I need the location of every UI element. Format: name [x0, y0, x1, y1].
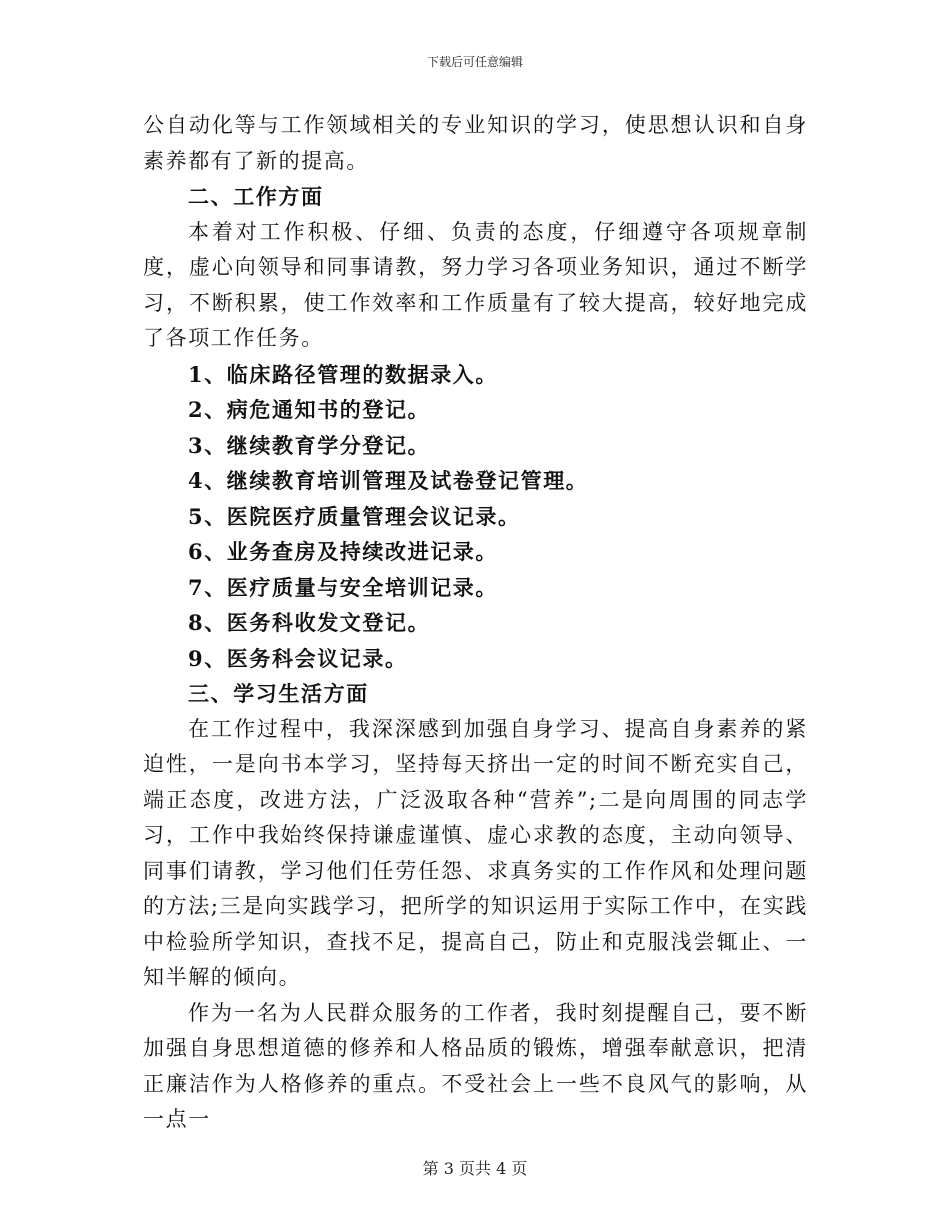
list-item: 3、继续教育学分登记。 [188, 432, 431, 458]
section-heading-work: 二、工作方面 [188, 184, 324, 209]
section-heading-study: 三、学习生活方面 [188, 681, 369, 706]
paragraph-study: 在工作过程中，我深深感到加强自身学习、提高自身素养的紧迫性，一是向书本学习，坚持每天挤出一定的时间不断充实自己，端正态度，改进方法，广泛汲取各种“营养”;二是向周围的同志学习，工作中我始终保持谦虚谨慎、虚心求教的态度，主动向领导、同事们请教，学习他们任劳任怨、求真务实的工作作风和处理问题的方法;三是向实践学习，把所学的知识运用于实际工作中，在实践中检验所学知识，查找不足，提高自己，防止和克服浅尝辄止、一知半解的倾向。 [143, 716, 808, 989]
paragraph-integrity: 作为一名为人民群众服务的工作者，我时刻提醒自己，要不断加强自身思想道德的修养和人格品质的锻炼，增强奉献意识，把清正廉洁作为人格修养的重点。不受社会上一些不良风气的影响，从一点一 [143, 1000, 808, 1131]
list-item: 1、临床路径管理的数据录入。 [188, 361, 499, 387]
list-item: 2、病危通知书的登记。 [188, 397, 431, 422]
list-item: 5、医院医疗质量管理会议记录。 [188, 503, 521, 529]
list-item: 6、业务查房及持续改进记录。 [188, 539, 499, 564]
page-footer: 第 3 页共 4 页 [422, 1159, 528, 1178]
list-item: 7、医疗质量与安全培训记录。 [188, 574, 499, 600]
list-item: 9、医务科会议记录。 [188, 645, 408, 671]
list-item: 8、医务科收发文登记。 [188, 610, 431, 635]
paragraph-continuation: 公自动化等与工作领域相关的专业知识的学习，使思想认识和自身素养都有了新的提高。 [143, 113, 808, 173]
list-item: 4、继续教育培训管理及试卷登记管理。 [188, 468, 589, 493]
paragraph-work: 本着对工作积极、仔细、负责的态度，仔细遵守各项规章制度，虚心向领导和同事请教，努力学习各项业务知识，通过不断学习，不断积累，使工作效率和工作质量有了较大提高，较好地完成了各项工作任务。 [143, 219, 808, 350]
document-body [143, 108, 808, 1138]
page-header: 下载后可任意编辑 [426, 55, 523, 69]
